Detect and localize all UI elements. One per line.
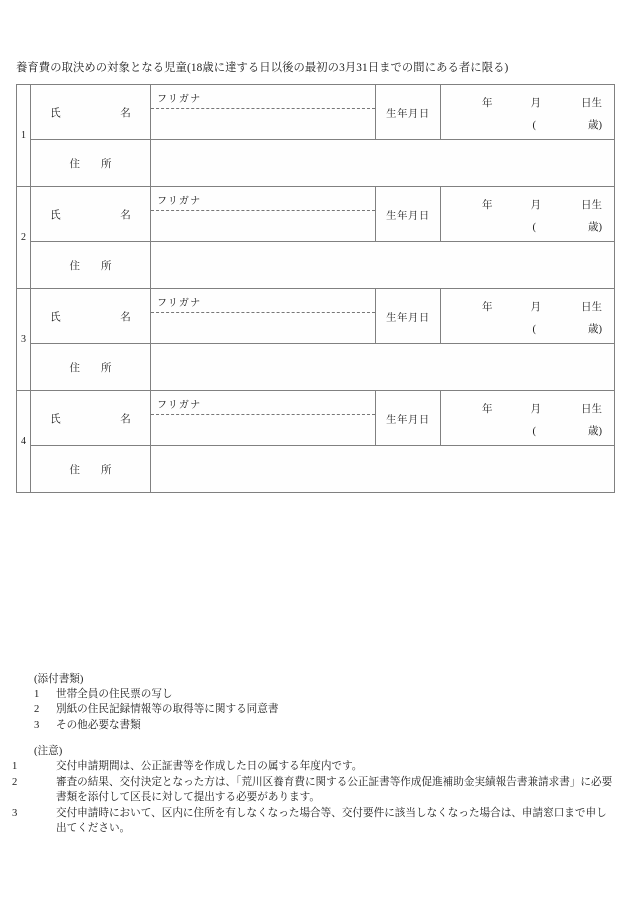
item-text: その他必要な書類	[56, 719, 141, 731]
birthdate-field-2[interactable]	[441, 187, 615, 242]
age-close-label: 歳)	[588, 222, 602, 233]
list-item	[34, 702, 278, 717]
row-index-3: 3	[17, 289, 31, 391]
list-item	[12, 775, 616, 806]
name-label-text: 氏 名	[50, 107, 135, 119]
paren-open: (	[532, 120, 536, 131]
row-index-1: 1	[17, 85, 31, 187]
address-label-text: 住 所	[69, 260, 112, 272]
item-text: 審査の結果、交付決定となった方は、「荒川区養育費に関する公正証書等作成促進補助金実績報告書兼請求書」に必要書類を添付して区長に対して提出する必要があります。	[56, 776, 613, 804]
age-line	[441, 321, 602, 336]
address-field-2[interactable]	[151, 242, 615, 289]
name-label-1	[31, 85, 151, 140]
table-row	[17, 289, 615, 344]
age-close-label: 歳)	[588, 426, 602, 437]
attachments-heading: (添付書類)	[34, 674, 84, 685]
address-label-2	[31, 242, 151, 289]
item-text: 交付申請時において、区内に住所を有しなくなった場合等、交付要件に該当しなくなった場合は、申請窓口まで申し出てください。	[56, 807, 607, 835]
month-label: 月	[530, 200, 541, 211]
name-label-text: 氏 名	[50, 311, 135, 323]
age-close-label: 歳)	[588, 324, 602, 335]
year-label: 年	[482, 404, 493, 415]
address-label-text: 住 所	[69, 464, 112, 476]
table-body	[17, 85, 615, 493]
list-item	[34, 687, 278, 702]
age-close-label: 歳)	[588, 120, 602, 131]
address-field-3[interactable]	[151, 344, 615, 391]
furigana-wrap	[151, 85, 375, 139]
address-label-text: 住 所	[69, 158, 112, 170]
attachments-list	[34, 687, 278, 733]
item-number: 1	[12, 761, 18, 773]
furigana-divider	[151, 210, 375, 211]
list-item	[12, 759, 616, 774]
day-born-label: 日生	[581, 98, 602, 109]
paren-open: (	[532, 426, 536, 437]
item-text: 別紙の住民記録情報等の取得等に関する同意書	[56, 704, 279, 716]
paren-open: (	[532, 222, 536, 233]
list-item	[12, 806, 616, 837]
item-number: 2	[12, 776, 18, 788]
birthdate-line	[441, 197, 602, 212]
list-item	[34, 718, 278, 733]
address-label-1	[31, 140, 151, 187]
item-text: 世帯全員の住民票の写し	[56, 689, 173, 701]
name-field-4[interactable]	[151, 391, 376, 446]
furigana-divider	[151, 312, 375, 313]
row-index-2: 2	[17, 187, 31, 289]
attachments-section	[34, 672, 278, 733]
day-born-label: 日生	[581, 200, 602, 211]
furigana-label: フリガナ	[157, 298, 202, 309]
table-row	[17, 187, 615, 242]
name-label-text: 氏 名	[50, 413, 135, 425]
birthdate-label-text: 生年月日	[386, 108, 430, 120]
page-title: 養育費の取決めの対象となる児童(18歳に達する日以後の最初の3月31日までの間にある者に限る)	[16, 62, 509, 74]
month-label: 月	[530, 98, 541, 109]
child-information-table	[16, 84, 615, 493]
year-label: 年	[482, 98, 493, 109]
furigana-label: フリガナ	[157, 400, 202, 411]
birthdate-label-text: 生年月日	[386, 312, 430, 324]
notes-list	[12, 759, 616, 836]
address-field-4[interactable]	[151, 446, 615, 493]
furigana-wrap	[151, 187, 375, 241]
address-field-1[interactable]	[151, 140, 615, 187]
name-field-3[interactable]	[151, 289, 376, 344]
address-label-3	[31, 344, 151, 391]
table-row	[17, 140, 615, 187]
birthdate-line	[441, 401, 602, 416]
name-field-1[interactable]	[151, 85, 376, 140]
notes-heading: (注意)	[34, 746, 63, 757]
name-label-2	[31, 187, 151, 242]
address-label-text: 住 所	[69, 362, 112, 374]
age-line	[441, 219, 602, 234]
item-number: 3	[34, 719, 40, 731]
name-label-text: 氏 名	[50, 209, 135, 221]
item-text: 交付申請期間は、公正証書等を作成した日の属する年度内です。	[56, 761, 363, 773]
birthdate-field-1[interactable]	[441, 85, 615, 140]
day-born-label: 日生	[581, 404, 602, 415]
birthdate-label-4	[376, 391, 441, 446]
day-born-label: 日生	[581, 302, 602, 313]
furigana-divider	[151, 414, 375, 415]
table-row	[17, 344, 615, 391]
birthdate-line	[441, 299, 602, 314]
name-label-3	[31, 289, 151, 344]
item-number: 2	[34, 704, 40, 716]
notes-section	[12, 744, 616, 836]
furigana-wrap	[151, 289, 375, 343]
item-number: 3	[12, 807, 18, 819]
furigana-label: フリガナ	[157, 94, 202, 105]
birthdate-field-3[interactable]	[441, 289, 615, 344]
table-row	[17, 446, 615, 493]
birthdate-label-3	[376, 289, 441, 344]
furigana-label: フリガナ	[157, 196, 202, 207]
name-field-2[interactable]	[151, 187, 376, 242]
row-index-4: 4	[17, 391, 31, 493]
birthdate-line	[441, 95, 602, 110]
birthdate-label-text: 生年月日	[386, 414, 430, 426]
item-number: 1	[34, 689, 40, 701]
table-row	[17, 391, 615, 446]
table-row	[17, 242, 615, 289]
table-row	[17, 85, 615, 140]
furigana-wrap	[151, 391, 375, 445]
month-label: 月	[530, 302, 541, 313]
year-label: 年	[482, 200, 493, 211]
paren-open: (	[532, 324, 536, 335]
name-label-4	[31, 391, 151, 446]
birthdate-label-1	[376, 85, 441, 140]
birthdate-field-4[interactable]	[441, 391, 615, 446]
year-label: 年	[482, 302, 493, 313]
month-label: 月	[530, 404, 541, 415]
furigana-divider	[151, 108, 375, 109]
age-line	[441, 117, 602, 132]
age-line	[441, 423, 602, 438]
address-label-4	[31, 446, 151, 493]
birthdate-label-text: 生年月日	[386, 210, 430, 222]
birthdate-label-2	[376, 187, 441, 242]
